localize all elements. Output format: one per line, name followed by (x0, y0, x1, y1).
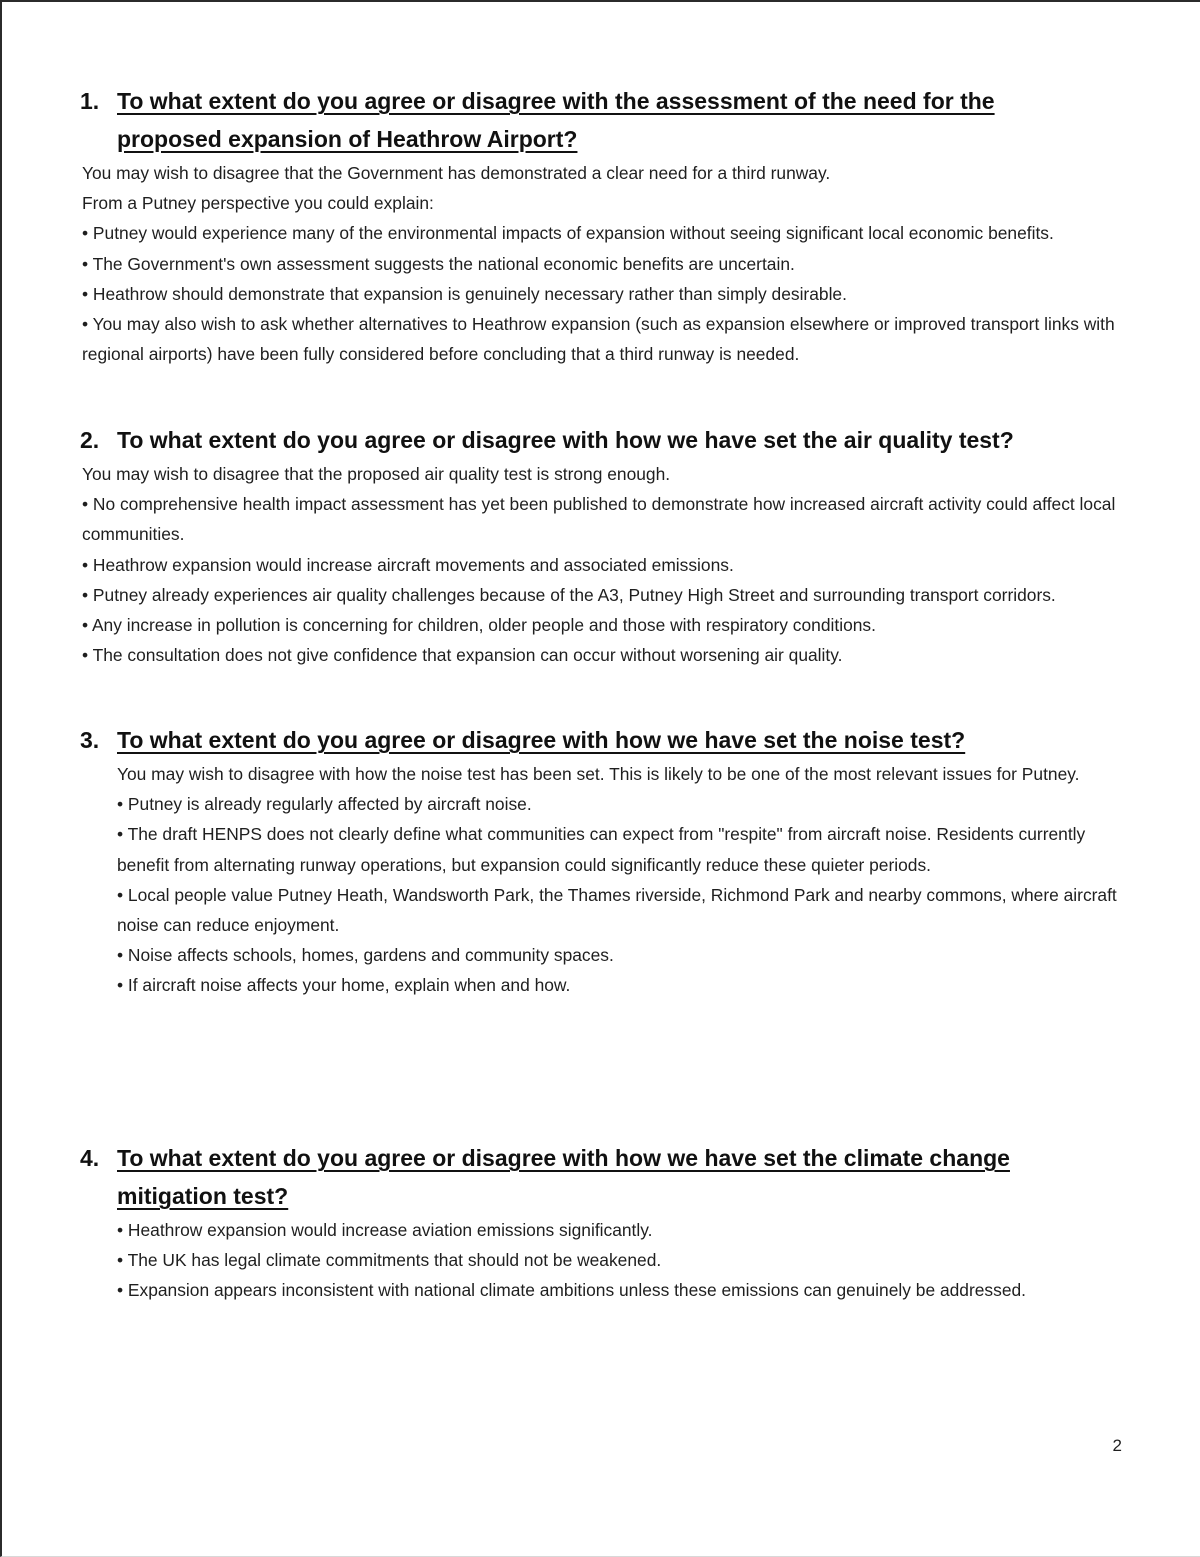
bullet-item: • No comprehensive health impact assessment has yet been published to demonstrate how increased aircraft activity could affect local communities. (82, 494, 1116, 545)
intro-text: You may wish to disagree that the Government has demonstrated a clear need for a third runway. (82, 163, 831, 183)
question-1-body (2, 158, 1200, 369)
intro-text: From a Putney perspective you could explain: (82, 193, 434, 214)
bullet-item: • The Government's own assessment suggests the national economic benefits are uncertain. (82, 253, 795, 274)
page-number: 2 (1112, 1436, 1122, 1455)
question-number: 4. (80, 1145, 100, 1171)
bullet-item: • You may also wish to ask whether alternatives to Heathrow expansion (such as expansion elsewhere or improved transport links with regional airports) have been fully considered before concluding that a third runway is needed. (82, 314, 1115, 365)
question-title: To what extent do you agree or disagree with how we have set the climate change mitigation test? (117, 1145, 1010, 1209)
bullet-item: • Noise affects schools, homes, gardens and community spaces. (117, 945, 614, 966)
question-2-heading (2, 421, 1200, 459)
question-4-section (2, 1139, 1200, 1306)
bullet-item: • Expansion appears inconsistent with national climate ambitions unless these emissions can genuinely be addressed. (117, 1280, 1026, 1301)
question-4-body (2, 1215, 1200, 1306)
question-number: 2. (80, 427, 100, 453)
question-2-body (2, 459, 1200, 670)
bullet-item: • Putney is already regularly affected by aircraft noise. (117, 794, 532, 815)
bullet-item: • The draft HENPS does not clearly define what communities can expect from "respite" from aircraft noise. Residents currently benefit from alternating runway operations, but expansion could significantly reduce these quieter periods. (117, 824, 1086, 875)
bullet-item: • Putney would experience many of the environmental impacts of expansion without seeing significant local economic benefits. (82, 223, 1054, 244)
question-3-body (2, 759, 1200, 1001)
bullet-item: • If aircraft noise affects your home, explain when and how. (117, 975, 571, 996)
question-number: 1. (80, 88, 100, 114)
intro-text: You may wish to disagree that the proposed air quality test is strong enough. (82, 464, 671, 484)
bullet-item: • Heathrow should demonstrate that expansion is genuinely necessary rather than simply desirable. (82, 283, 847, 304)
question-4-heading (2, 1139, 1200, 1215)
question-1-section (2, 82, 1200, 369)
question-3-heading (2, 721, 1200, 759)
question-number: 3. (80, 727, 100, 753)
intro-text: You may wish to disagree with how the noise test has been set. This is likely to be one of the most relevant issues for Putney. (117, 764, 1080, 784)
bullet-item: • Heathrow expansion would increase aircraft movements and associated emissions. (82, 554, 734, 575)
question-1-heading (2, 82, 1200, 158)
question-3-section (2, 721, 1200, 1001)
bullet-item: • The UK has legal climate commitments that should not be weakened. (117, 1250, 662, 1271)
question-title: To what extent do you agree or disagree with the assessment of the need for the proposed expansion of Heathrow Airport? (117, 88, 995, 152)
question-title: To what extent do you agree or disagree with how we have set the noise test? (117, 727, 966, 753)
bullet-item: • Any increase in pollution is concerning for children, older people and those with respiratory conditions. (82, 615, 876, 636)
bullet-item: • Heathrow expansion would increase aviation emissions significantly. (117, 1220, 653, 1240)
bullet-item: • Putney already experiences air quality challenges because of the A3, Putney High Street and surrounding transport corridors. (82, 584, 1056, 605)
question-title: To what extent do you agree or disagree with how we have set the air quality test? (117, 427, 1014, 453)
question-2-section (2, 421, 1200, 670)
bullet-item: • The consultation does not give confidence that expansion can occur without worsening air quality. (82, 645, 843, 666)
bullet-item: • Local people value Putney Heath, Wandsworth Park, the Thames riverside, Richmond Park and nearby commons, where aircraft noise can reduce enjoyment. (117, 884, 1117, 936)
